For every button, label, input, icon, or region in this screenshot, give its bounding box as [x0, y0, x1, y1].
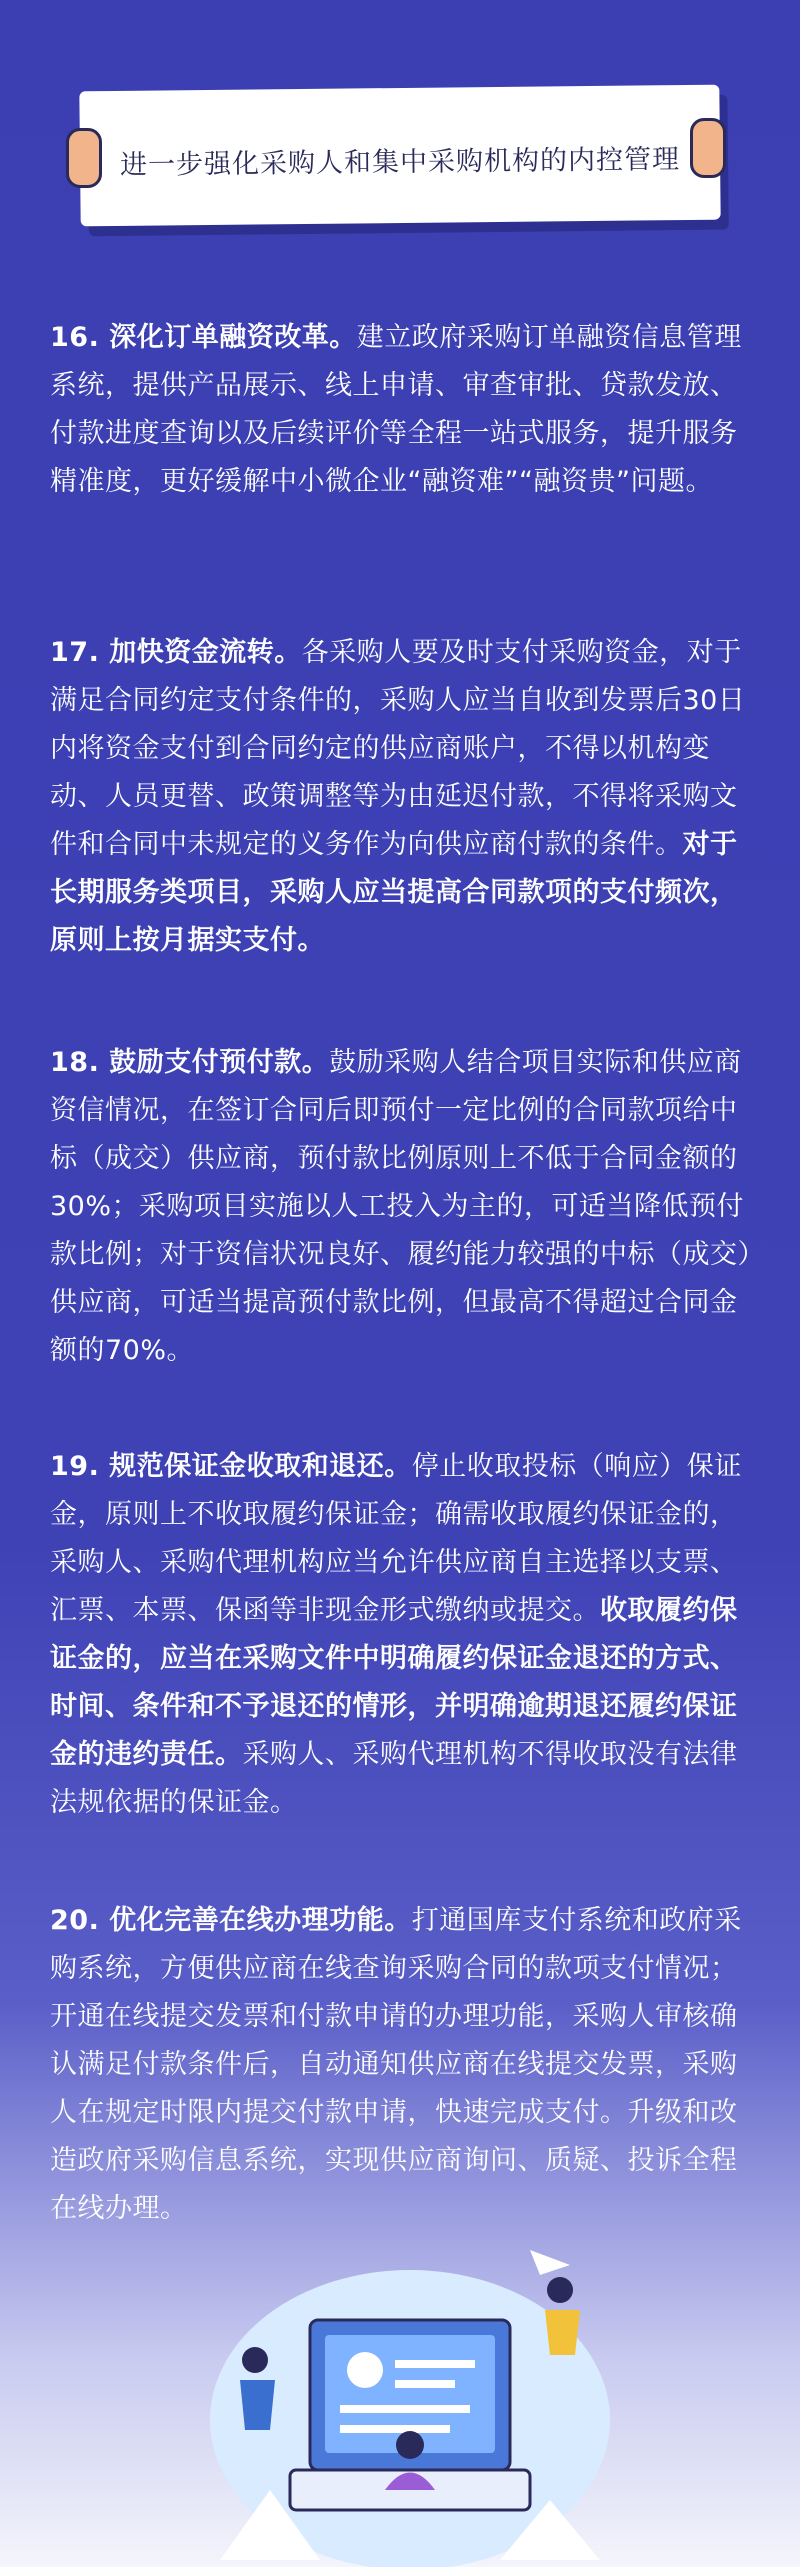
right-hand-icon [690, 118, 726, 178]
section-16 [50, 314, 762, 506]
section-17 [50, 629, 762, 965]
person-left-body [240, 2380, 275, 2430]
person-left-head [242, 2347, 268, 2373]
section-heading: 18. 鼓励支付预付款。 [50, 1047, 330, 1078]
section-tail-text: 采购人、采购代理机构不得收取没有法律法规依据的保证金。 [50, 1739, 738, 1818]
banner-title: 进一步强化采购人和集中采购机构的内控管理 [119, 144, 681, 181]
section-heading: 20. 优化完善在线办理功能。 [50, 1905, 412, 1936]
person-right-body [545, 2310, 580, 2355]
section-heading: 19. 规范保证金收取和退还。 [50, 1451, 412, 1482]
screen-line [395, 2380, 455, 2388]
paper-plane-icon [530, 2250, 570, 2275]
section-heading: 17. 加快资金流转。 [50, 637, 302, 668]
section-body: 鼓励采购人结合项目实际和供应商资信情况，在签订合同后即预付一定比例的合同款项给中标（成交）供应商，预付款比例原则上不低于合同金额的30%；采购项目实施以人工投入为主的，可适当降低预付款比例；对于资信状况良好、履约能力较强的中标（成交）供应商，可适当提高预付款比例，但最高不得超过合同金额的70%。 [50, 1047, 752, 1366]
left-hand-icon [66, 128, 102, 188]
section-heading: 16. 深化订单融资改革。 [50, 322, 357, 353]
person-right-head [547, 2277, 573, 2303]
section-18 [50, 1039, 762, 1375]
section-bold-text: 收取履约保证金的，应当在采购文件中明确履约保证金退还的方式、时间、条件和不予退还的情形，并明确逾期退还履约保证金的违约责任。 [50, 1595, 738, 1770]
section-body: 各采购人要及时支付采购资金，对于满足合同约定支付条件的，采购人应当自收到发票后30日内将资金支付到合同约定的供应商账户，不得以机构变动、人员更替、政策调整等为由延迟付款，不得将采购文件和合同中未规定的义务作为向供应商付款的条件。 [50, 637, 746, 860]
person-center-head [396, 2431, 424, 2459]
screen-line [340, 2425, 450, 2433]
section-body: 建立政府采购订单融资信息管理系统，提供产品展示、线上申请、审查审批、贷款发放、付款进度查询以及后续评价等全程一站式服务，提升服务精准度，更好缓解中小微企业“融资难”“融资贵”问题。 [50, 322, 742, 497]
section-body: 打通国库支付系统和政府采购系统，方便供应商在线查询采购合同的款项支付情况；开通在线提交发票和付款申请的办理功能，采购人审核确认满足付款条件后，自动通知供应商在线提交发票，采购人在规定时限内提交付款申请，快速完成支付。升级和改造政府采购信息系统，实现供应商询问、质疑、投诉全程在线办理。 [50, 1905, 742, 2224]
screen-avatar [347, 2352, 383, 2388]
title-banner [79, 85, 720, 227]
section-body: 停止收取投标（响应）保证金，原则上不收取履约保证金；确需收取履约保证金的，采购人、采购代理机构应当允许供应商自主选择以支票、汇票、本票、保函等非现金形式缴纳或提交。 [50, 1451, 742, 1626]
section-19 [50, 1443, 762, 1827]
screen-line [340, 2405, 470, 2413]
section-bold-text: 对于长期服务类项目，采购人应当提高合同款项的支付频次，原则上按月据实支付。 [50, 829, 738, 956]
screen-line [395, 2360, 475, 2368]
illustration-people-computer [200, 2230, 620, 2567]
section-20 [50, 1897, 762, 2233]
